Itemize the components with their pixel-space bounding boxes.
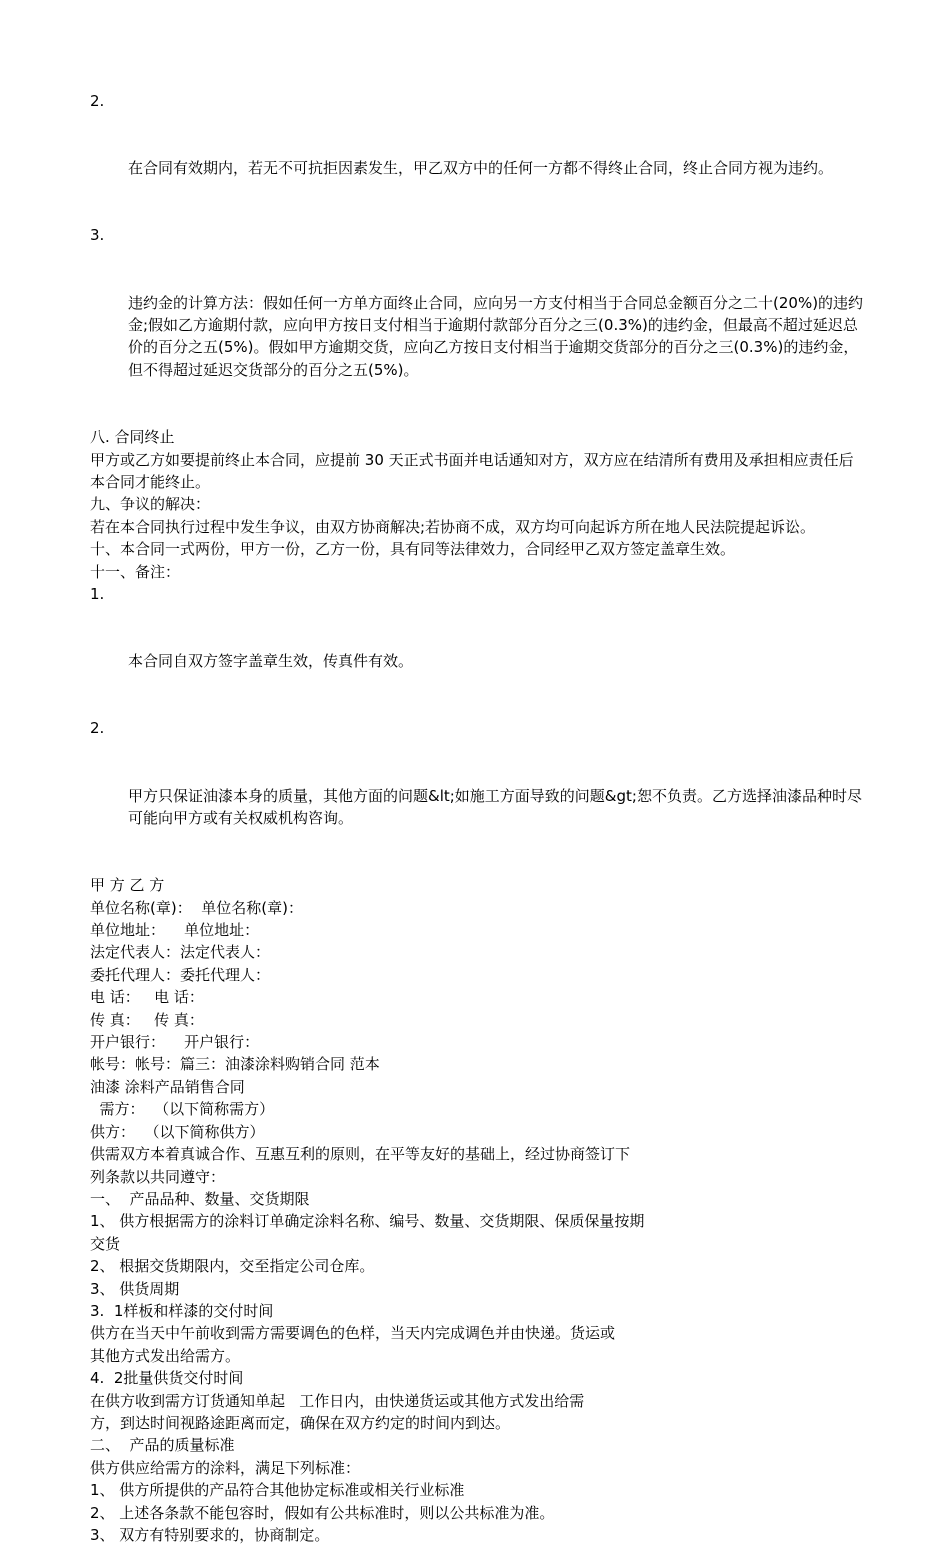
text-line: 二、 产品的质量标准 [90, 1436, 235, 1455]
text-line: 供方供应给需方的涂料，满足下列标准： [90, 1458, 361, 1477]
text-line: 在供方收到需方订货通知单起 工作日内，由快递货运或其他方式发出给需 [90, 1391, 585, 1410]
text-line: 甲 方 乙 方 [90, 876, 165, 895]
text-line: 传 真： 传 真： [90, 1010, 204, 1029]
note-text: 甲方只保证油漆本身的质量，其他方面的问题&lt;如施工方面导致的问题&gt;恕不负责。乙方选择油漆品种时尽可能向甲方或有关权威机构咨询。 [128, 786, 862, 827]
text-line: 列条款以共同遵守： [90, 1167, 226, 1186]
text-line: 单位地址： 单位地址： [90, 921, 260, 940]
section-paragraph: 若在本合同执行过程中发生争议，由双方协商解决;若协商不成，双方均可向起诉方所在地人民法院提起诉讼。 [90, 517, 816, 536]
document-body [90, 90, 865, 1546]
text-line: 其他方式发出给需方。 [90, 1346, 241, 1365]
text-line: 2、 上述各条款不能包容时，假如有公共标准时，则以公共标准为准。 [90, 1503, 555, 1522]
text-line: 帐号：帐号：篇三：油漆涂料购销合同 范本 [90, 1055, 380, 1074]
note-item [90, 717, 865, 874]
text-line: 油漆 涂料产品销售合同 [90, 1077, 245, 1096]
clause-number: 3. [90, 226, 105, 245]
text-line: 3、 双方有特别要求的，协商制定。 [90, 1526, 330, 1544]
section-heading: 十一、备注： [90, 562, 181, 581]
text-line: 需方： （以下简称需方） [90, 1100, 275, 1119]
signature-and-second-contract [90, 874, 865, 1546]
clause-item [90, 224, 865, 426]
text-line: 单位名称(章)： 单位名称(章)： [90, 898, 303, 917]
text-line: 法定代表人：法定代表人： [90, 943, 271, 962]
text-line: 委托代理人：委托代理人： [90, 965, 271, 984]
text-line: 1、 供方根据需方的涂料订单确定涂料名称、编号、数量、交货期限、保质保量按期 [90, 1212, 645, 1231]
text-line: 开户银行： 开户银行： [90, 1033, 260, 1052]
note-text: 本合同自双方签字盖章生效，传真件有效。 [128, 652, 414, 671]
clause-text: 违约金的计算方法：假如任何一方单方面终止合同，应向另一方支付相当于合同总金额百分之二十(20%)的违约金;假如乙方逾期付款，应向甲方按日支付相当于逾期付款部分百分之三(0.3%)的违约金，但最高不超过延迟总价的百分之五(5%)。假如甲方逾期交货，应向乙方按日支付相当于逾期交货部分的百分之三(0.3%)的违约金，但不得超过延迟交货部分的百分之五(5%)。 [128, 293, 864, 379]
text-line: 方，到达时间视路途距离而定，确保在双方约定的时间内到达。 [90, 1413, 511, 1432]
text-line: 供需双方本着真诚合作、互惠互利的原则，在平等友好的基础上，经过协商签订下 [90, 1145, 631, 1164]
text-line: 供方在当天中午前收到需方需要调色的色样，当天内完成调色并由快递。货运或 [90, 1324, 616, 1343]
section-paragraph: 十、本合同一式两份，甲方一份，乙方一份，具有同等法律效力，合同经甲乙双方签定盖章生效。 [90, 540, 736, 559]
text-line: 3. 1样板和样漆的交付时间 [90, 1301, 274, 1320]
note-item [90, 583, 865, 717]
note-number: 1. [90, 584, 105, 603]
clause-number: 2. [90, 92, 105, 110]
section-heading: 九、争议的解决： [90, 495, 211, 514]
section-heading: 八. 合同终止 [90, 428, 175, 447]
text-line: 4. 2批量供货交付时间 [90, 1369, 244, 1388]
section-paragraph: 甲方或乙方如要提前终止本合同，应提前 30 天正式书面并电话通知对方，双方应在结清所有费用及承担相应责任后本合同才能终止。 [90, 450, 854, 491]
text-line: 一、 产品品种、数量、交货期限 [90, 1189, 310, 1208]
text-line: 3、 供货周期 [90, 1279, 180, 1298]
clause-item [90, 90, 865, 224]
note-number: 2. [90, 719, 105, 738]
text-line: 2、 根据交货期限内，交至指定公司仓库。 [90, 1257, 375, 1276]
text-line: 1、 供方所提供的产品符合其他协定标准或相关行业标准 [90, 1481, 465, 1500]
text-line: 交货 [90, 1234, 121, 1253]
text-line: 电 话： 电 话： [90, 988, 204, 1007]
text-line: 供方： （以下简称供方） [90, 1122, 265, 1141]
clause-text: 在合同有效期内，若无不可抗拒因素发生，甲乙双方中的任何一方都不得终止合同，终止合同方视为违约。 [128, 159, 834, 178]
